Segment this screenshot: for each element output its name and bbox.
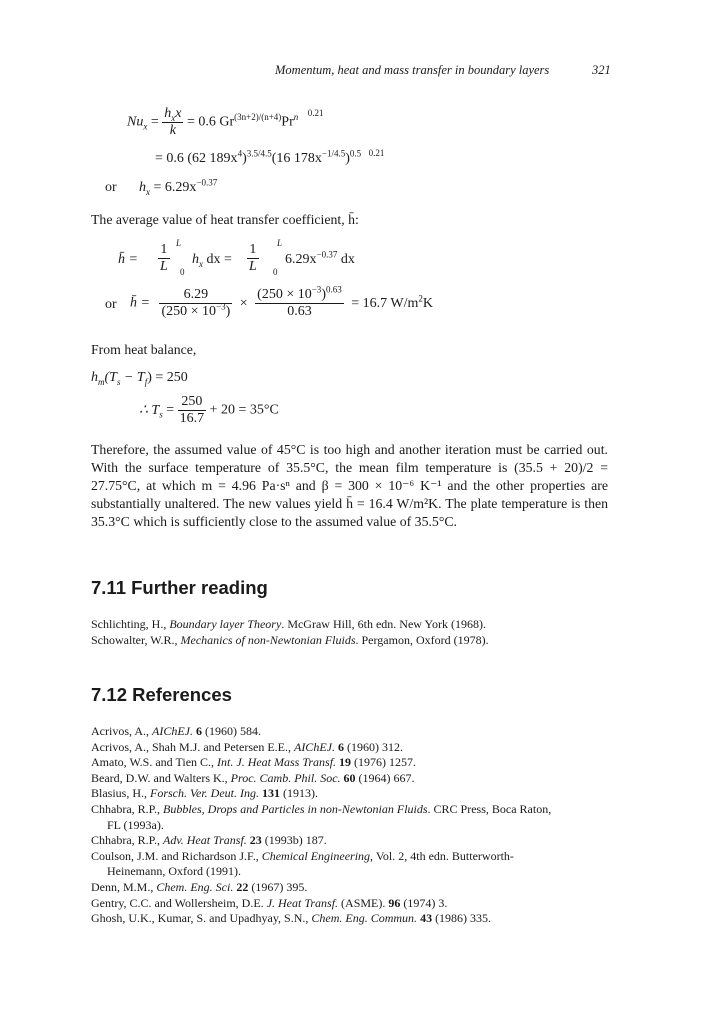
list-item: Chhabra, R.P., Bubbles, Drops and Particles in non-Newtonian Fluids. CRC Press, Boca Raton, FL (1993a). xyxy=(91,801,552,832)
list-item: Beard, D.W. and Walters K., Proc. Camb. Phil. Soc. 60 (1964) 667. xyxy=(91,770,415,785)
list-item: Chhabra, R.P., Adv. Heat Transf. 23 (1993b) 187. xyxy=(91,833,327,848)
nusselt-substituted: = 0.6 (62 $189x^4)^{3.5/4.5}(16$ $178x^{-1/4.5})^{0.5}$ $^{0.21}$ xyxy=(155,148,385,166)
nu-fraction: $\frac{h_xx}{k}$ xyxy=(164,106,182,138)
list-item: Amato, W.S. and Tien C., Int. J. Heat Mass Transf. 19 (1976) 1257. xyxy=(91,755,417,770)
list-item: Acrivos, A., Shah M.J. and Petersen E.E., AIChEJ. 6 (1960) 312. xyxy=(91,739,403,754)
section-title-further-reading: 7.11 Further reading xyxy=(91,577,268,598)
list-item: Blasius, H., Forsch. Ver. Deut. Ing. 131 (1913). xyxy=(91,786,318,801)
or-label-1: or xyxy=(105,180,117,195)
iteration-paragraph: Therefore, the assumed value of 45°C is too high and another iteration must be carried out. With the surface temperature of 35.5°C, the mean film temperature is (35.5 + 20)/2 = 27.75°C, at which m = 4.96 Pa·sⁿ and β = 300 × 10⁻⁶ K⁻¹ and the other properties are substantially unaltered. The new values yield h̄ = 16.4 W/m²K. The plate temperature is then 35.3°C which is sufficiently close to the assumed value of 35.5°C. xyxy=(91,442,608,529)
average-intro: The average value of heat transfer coefficient, h̄: xyxy=(91,212,359,227)
further-reading-list xyxy=(91,617,608,648)
references-list xyxy=(91,724,608,927)
heat-balance-label: From heat balance, xyxy=(91,342,197,357)
hbar-equation: h̄ = $\frac{6.29}{(250 \times 10^{-3})}$ × $\frac{(250 \times 10^{-3})^{0.63}}{0.63}$ = 16.7 $W/m^2K$ xyxy=(130,284,433,319)
list-item: Schlichting, H., Boundary layer Theory. McGraw Hill, 6th edn. New York (1968). xyxy=(91,617,486,631)
list-item: Gentry, C.C. and Wollersheim, D.E. J. Heat Transf. (ASME). 96 (1974) 3. xyxy=(91,895,448,910)
running-header: Momentum, heat and mass transfer in boundary layers xyxy=(275,63,550,77)
or-label-2: or xyxy=(105,297,117,312)
list-item: Denn, M.M., Chem. Eng. Sci. 22 (1967) 395. xyxy=(91,879,308,894)
list-item: Acrivos, A., AIChEJ. 6 (1960) 584. xyxy=(91,724,261,738)
page-number: 321 xyxy=(592,63,611,77)
heat-balance-equation: $h_m(T_s - T_f) = 250$ xyxy=(91,370,188,387)
hx-equation: $h_x = 6.29x^{-0.37}$ xyxy=(139,177,218,197)
list-item: Ghosh, U.K., Kumar, S. and Upadhyay, S.N., Chem. Eng. Commun. 43 (1986) 335. xyxy=(91,911,492,926)
average-integral: h̄ = $\frac{1}{L}$ L 0 $h_x$ dx = $\frac{1}{L}$ L 0 $6.29x^{-0.37}$ dx xyxy=(118,238,355,277)
surface-temp-equation: ∴ $T_s$ = $\frac{250}{16.7}$ + 20 = 35°C xyxy=(139,394,279,426)
list-item: Coulson, J.M. and Richardson J.F., Chemical Engineering, Vol. 2, 4th edn. Butterworth- Heinemann, Oxford (1991). xyxy=(91,848,514,879)
section-title-references: 7.12 References xyxy=(91,684,232,705)
list-item: Schowalter, W.R., Mechanics of non-Newtonian Fluids. Pergamon, Oxford (1978). xyxy=(91,632,489,647)
nusselt-equation: $Nu_x$ = $\frac{h_xx}{k}$ = 0.6 $Gr^{(3n+2)/(n+4)}Pr^n$ $^{0.21}$ xyxy=(127,106,324,138)
